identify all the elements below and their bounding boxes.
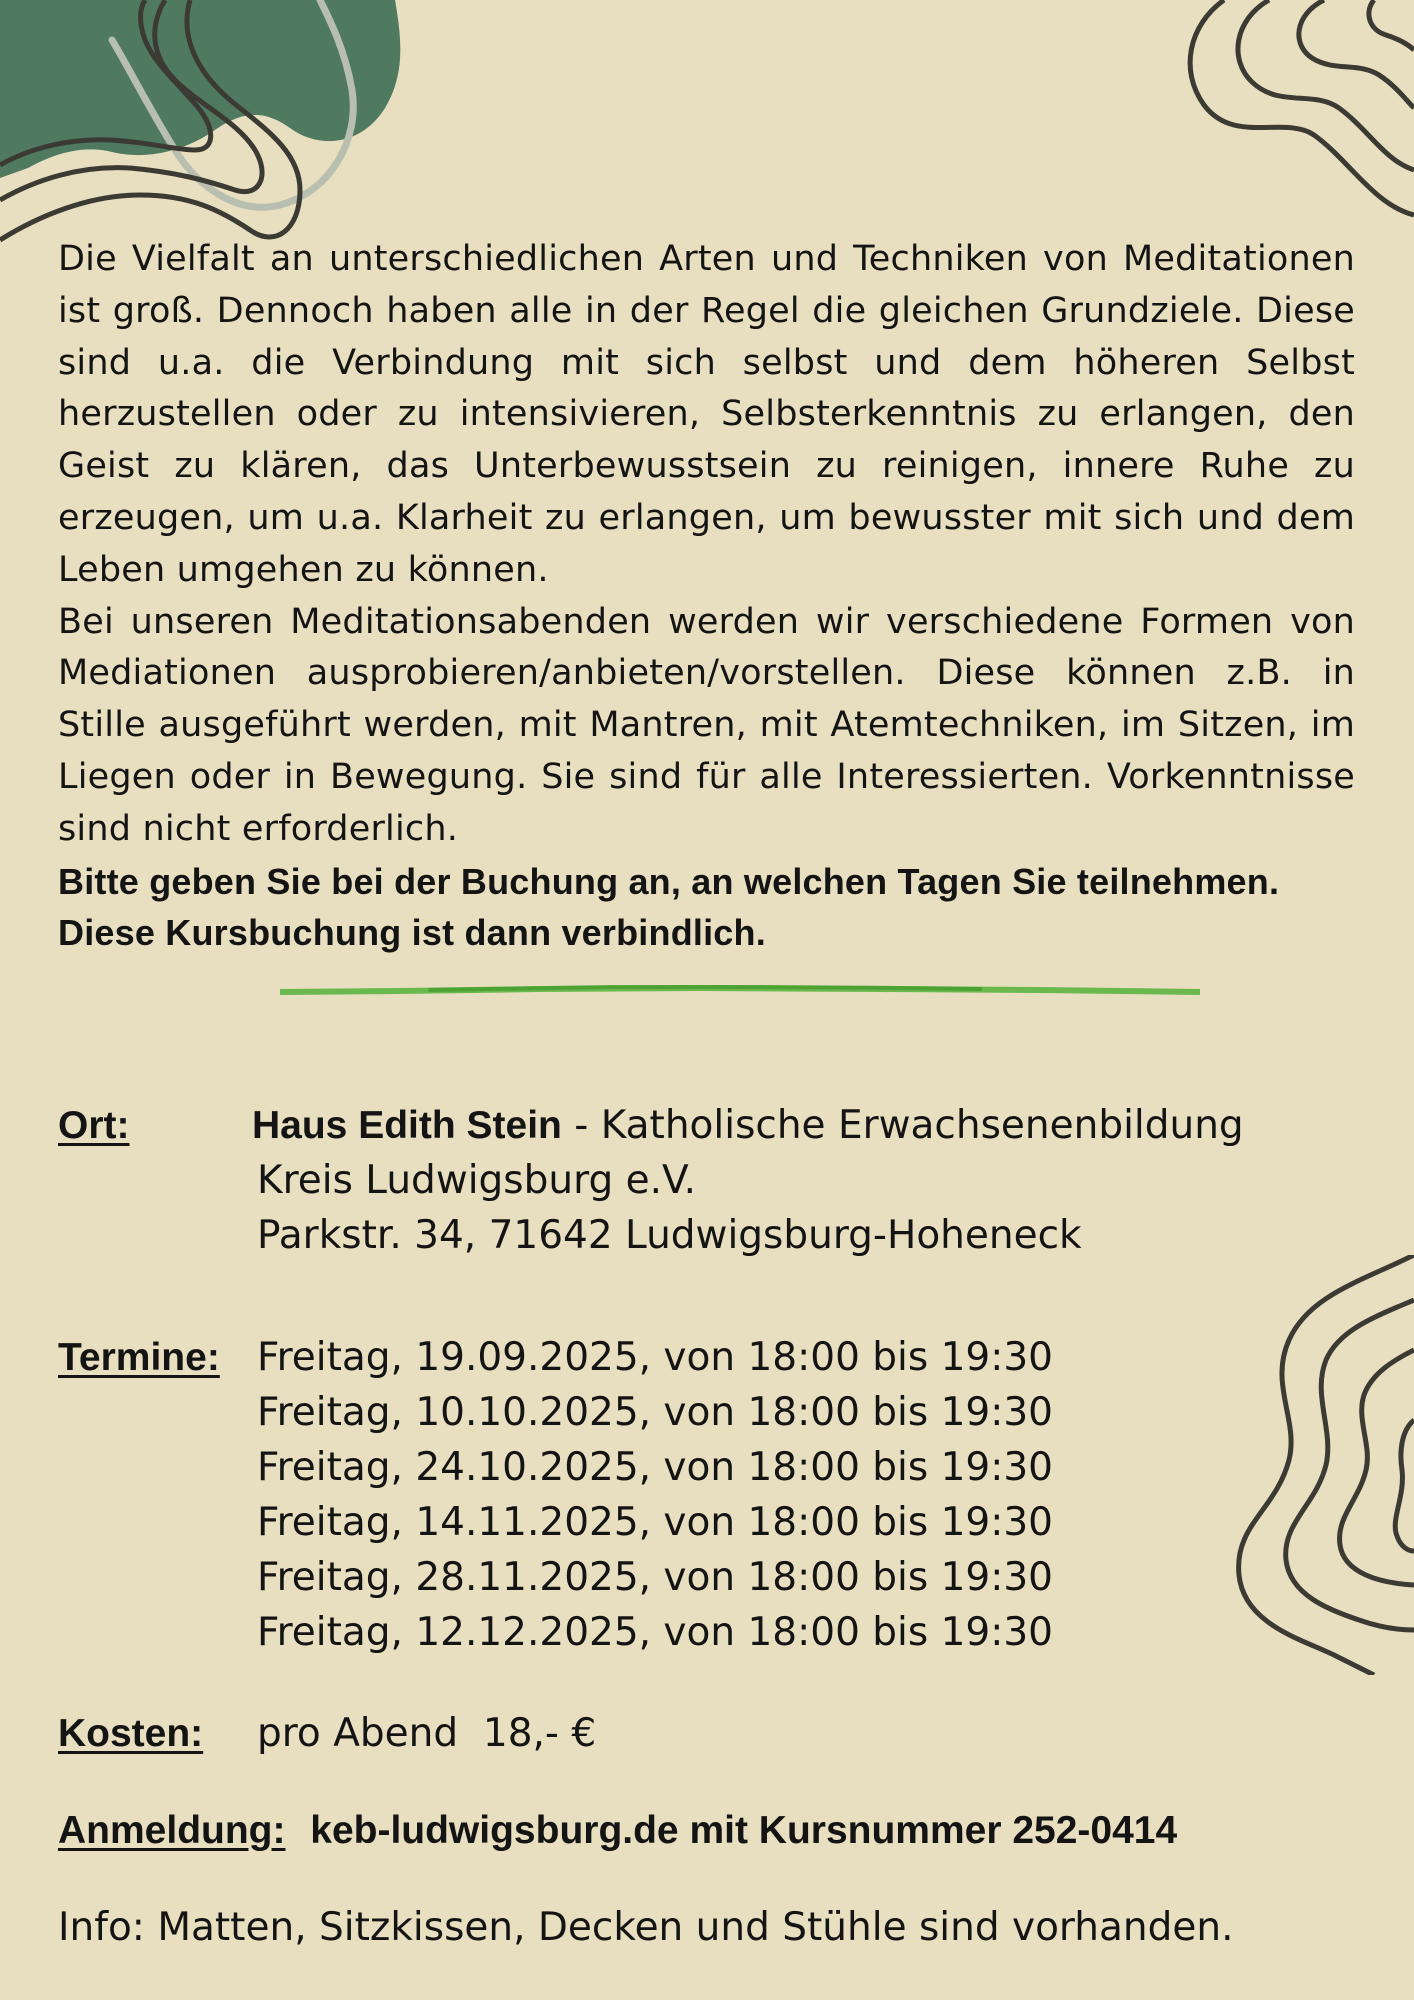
intro-text bbox=[58, 234, 1355, 959]
termine-label: Termine: bbox=[58, 1336, 220, 1379]
booking-note: Bitte geben Sie bei der Buchung an, an welchen Tagen Sie teilnehmen. bbox=[58, 860, 1280, 902]
intro-paragraph-1: Die Vielfalt an unterschiedlichen Arten und Techniken von Meditationen ist groß. Dennoch haben alle in der Regel die gleichen Grundziele. Diese sind u.a. die Verbindung mit sich selbst und dem höheren Selbst herzustellen oder zu intensivieren, Selbsterkenntnis zu erlangen, den Geist zu klären, das Unterbewusstsein zu reinigen, innere Ruhe zu erzeugen, um u.a. Klarheit zu erlangen, um bewusster mit sich und dem Leben umgehen zu können. bbox=[58, 239, 1355, 590]
date-item: Freitag, 28.11.2025, von 18:00 bis 19:30 bbox=[257, 1555, 1053, 1600]
ort-label: Ort: bbox=[58, 1104, 130, 1147]
ort-address: Parkstr. 34, 71642 Ludwigsburg-Hoheneck bbox=[257, 1213, 1082, 1258]
venue-organization: - Katholische Erwachsenenbildung bbox=[561, 1103, 1244, 1148]
date-item: Freitag, 14.11.2025, von 18:00 bis 19:30 bbox=[257, 1500, 1053, 1545]
ort-line-2: Kreis Ludwigsburg e.V. bbox=[257, 1158, 697, 1203]
anmeldung-label: Anmeldung: bbox=[58, 1809, 286, 1852]
green-divider-line bbox=[280, 984, 1200, 998]
venue-name: Haus Edith Stein bbox=[252, 1104, 562, 1147]
ort-venue-line bbox=[252, 1098, 1244, 1153]
kosten-label: Kosten: bbox=[58, 1712, 204, 1755]
date-item: Freitag, 19.09.2025, von 18:00 bis 19:30 bbox=[257, 1335, 1053, 1380]
wavy-lines-decoration bbox=[1214, 1255, 1414, 1675]
date-item: Freitag, 12.12.2025, von 18:00 bis 19:30 bbox=[257, 1610, 1053, 1655]
anmeldung-value: keb-ludwigsburg.de mit Kursnummer 252-0414 bbox=[310, 1809, 1178, 1852]
date-item: Freitag, 24.10.2025, von 18:00 bis 19:30 bbox=[257, 1445, 1053, 1490]
kosten-value: pro Abend 18,- € bbox=[257, 1711, 597, 1756]
anmeldung-row bbox=[58, 1803, 1177, 1858]
booking-note-binding: Diese Kursbuchung ist dann verbindlich. bbox=[58, 912, 766, 954]
date-item: Freitag, 10.10.2025, von 18:00 bis 19:30 bbox=[257, 1390, 1053, 1435]
wavy-lines-decoration bbox=[1174, 0, 1414, 220]
intro-paragraph-2: Bei unseren Meditationsabenden werden wir verschiedene Formen von Mediationen ausprobieren/anbieten/vorstellen. Diese können z.B. in Stille ausgeführt werden, mit Mantren, mit Atemtechniken, im Sitzen, im Liegen oder in Bewegung. Sie sind für alle Interessierten. Vorkenntnisse sind nicht erforderlich. bbox=[58, 601, 1355, 849]
info-line: Info: Matten, Sitzkissen, Decken und Stühle sind vorhanden. bbox=[58, 1905, 1234, 1950]
wavy-blob-decoration bbox=[0, 0, 420, 260]
